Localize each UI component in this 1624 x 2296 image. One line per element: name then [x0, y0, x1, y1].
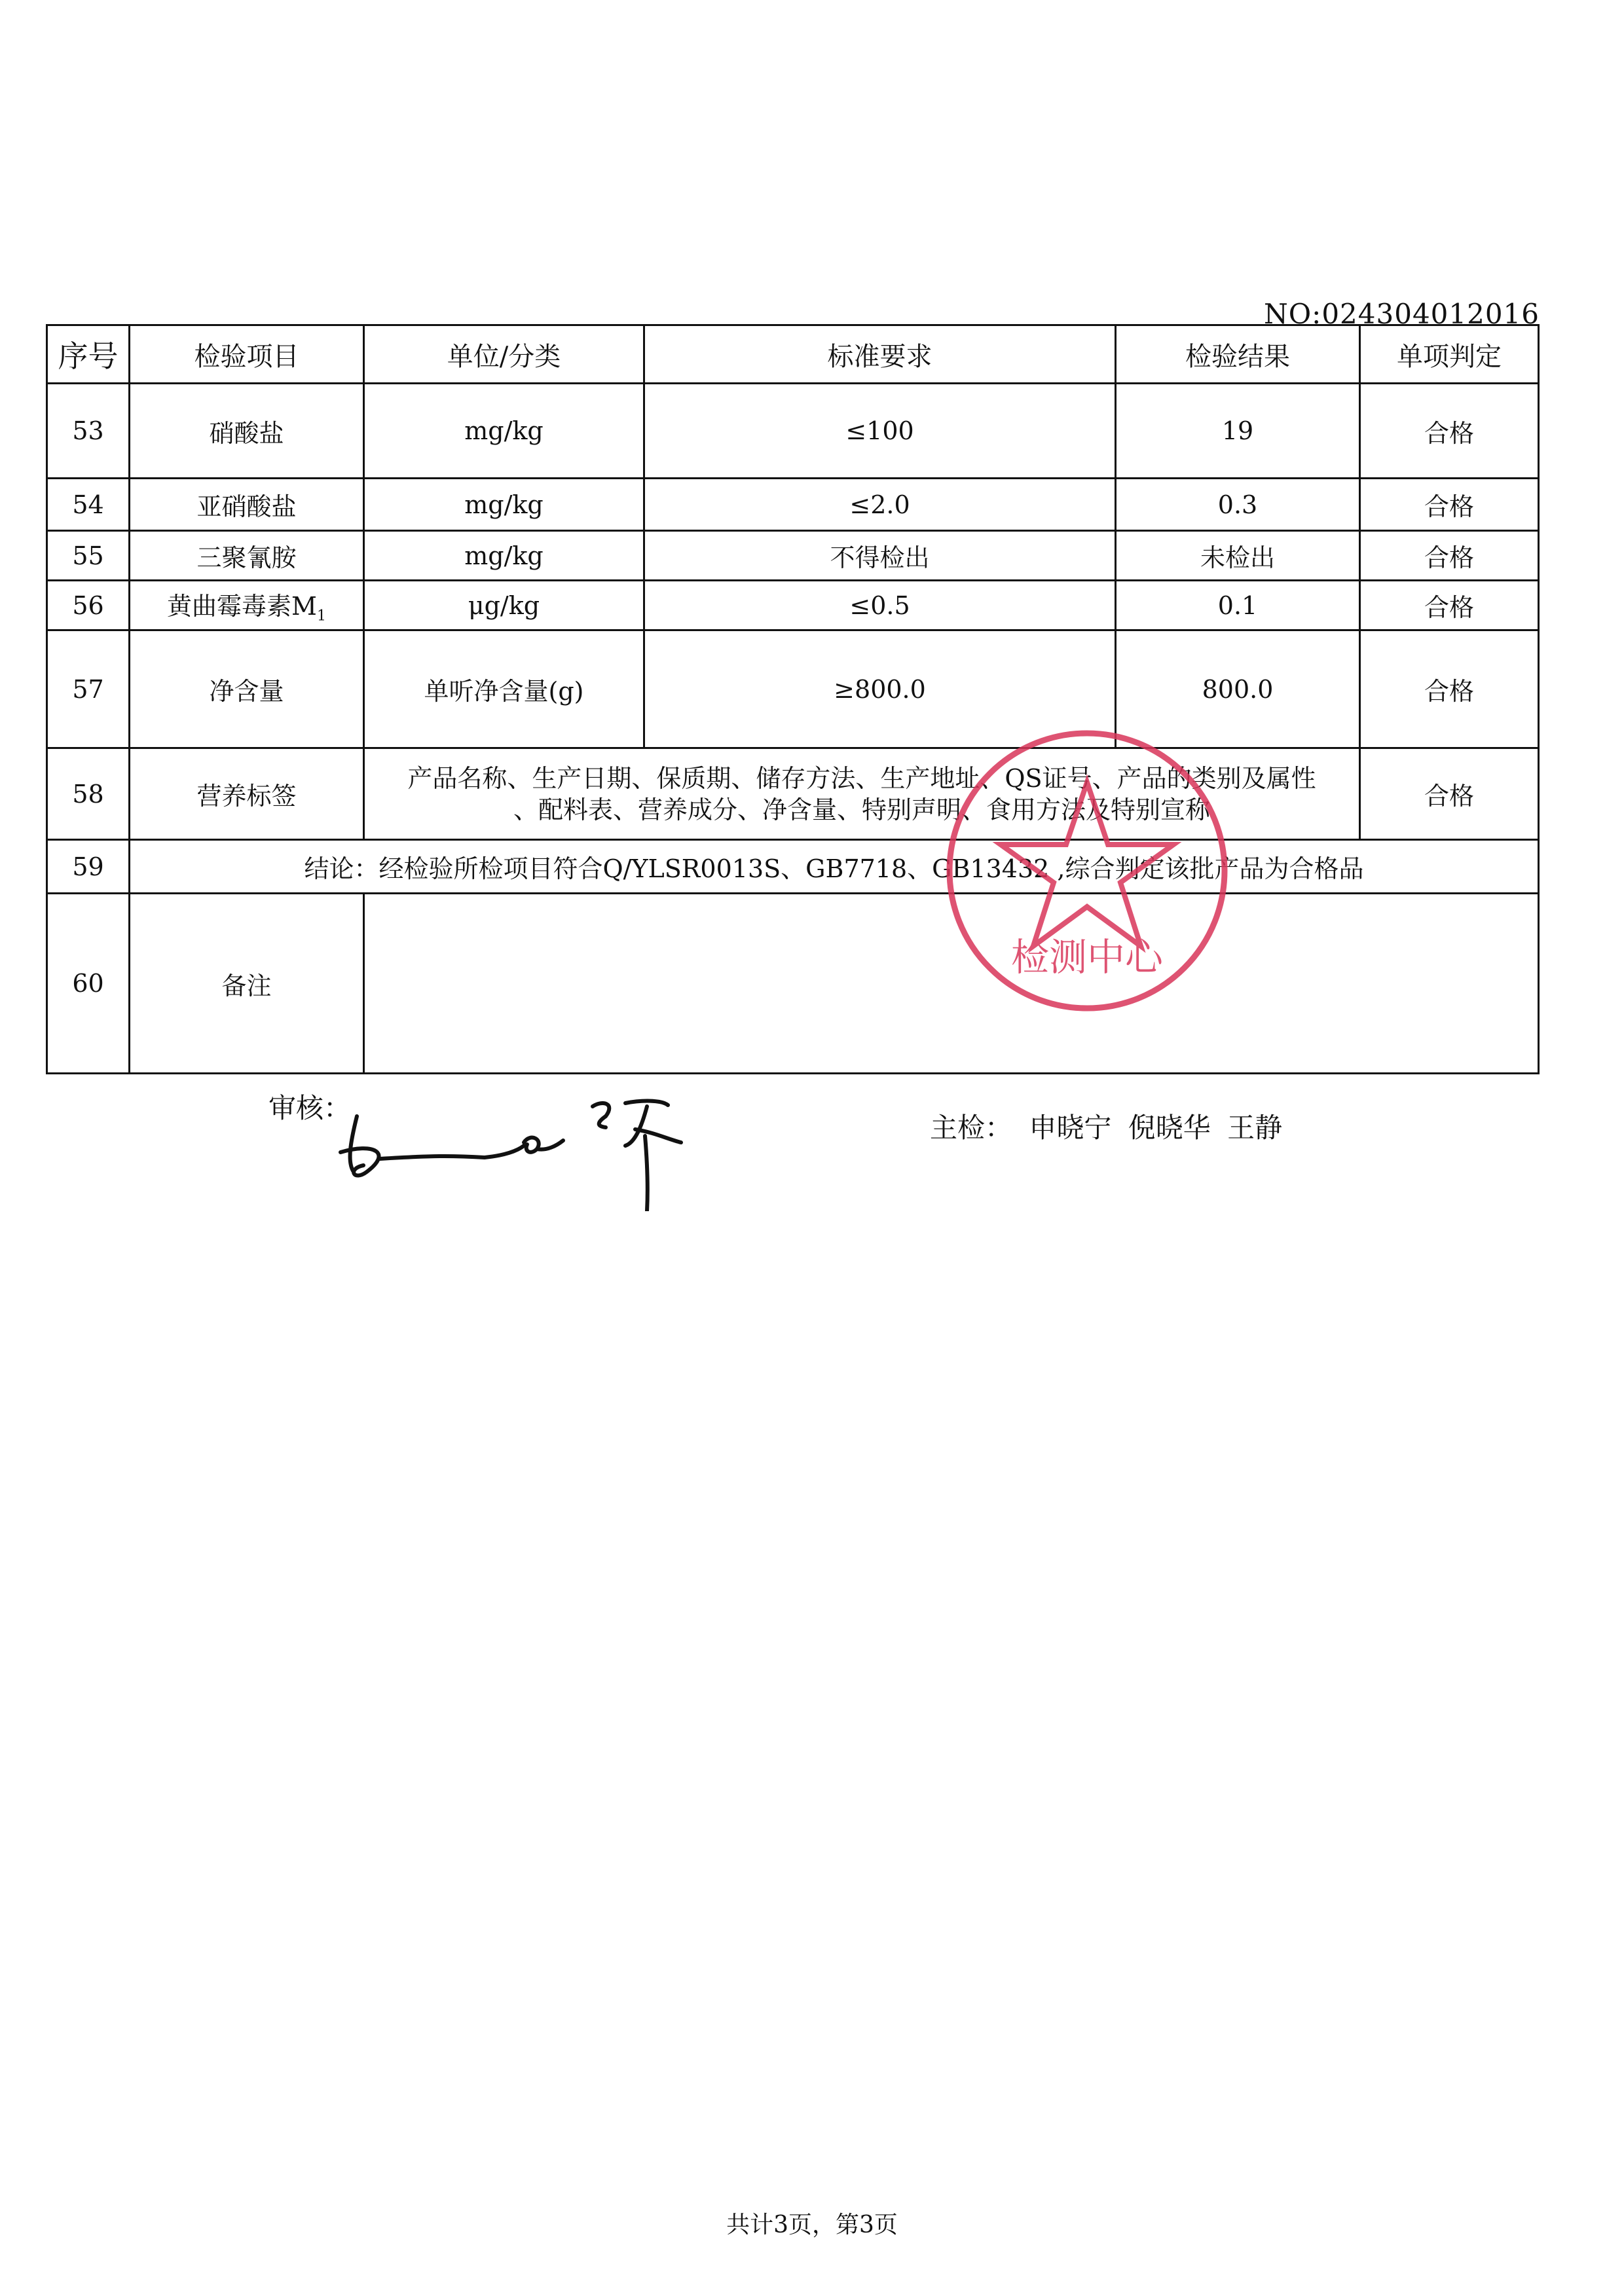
row-unit: 单听净含量(g) [364, 630, 644, 748]
inspector-name: 申晓宁 [1029, 1112, 1112, 1144]
conclusion-row [47, 840, 1539, 894]
row-requirement: ≤0.5 [644, 581, 1116, 630]
row-verdict: 合格 [1360, 581, 1539, 630]
conclusion-text: 结论：经检验所检项目符合Q/YLSR0013S、GB7718、GB13432 ,综合判定该批产品为合格品 [130, 840, 1539, 894]
row-item-subscript: 1 [316, 608, 326, 625]
table-row [47, 479, 1539, 531]
table-row [47, 531, 1539, 581]
table-header-row [47, 325, 1539, 384]
header-seq: 序号 [47, 325, 130, 384]
reviewer-signature [327, 1080, 694, 1211]
table-row [47, 581, 1539, 630]
row-unit: mg/kg [364, 531, 644, 581]
row-item: 净含量 [130, 630, 364, 748]
row-no: 57 [47, 630, 130, 748]
row-result: 0.1 [1116, 581, 1360, 630]
inspector-label: 主检： [930, 1112, 1013, 1144]
inspector-name: 王静 [1227, 1112, 1283, 1144]
row-no: 55 [47, 531, 130, 581]
header-unit: 单位/分类 [364, 325, 644, 384]
row-requirement: ≤2.0 [644, 479, 1116, 531]
header-item: 检验项目 [130, 325, 364, 384]
row-item-text: 黄曲霉毒素M [167, 592, 317, 621]
label-content-line-1: 产品名称、生产日期、保质期、储存方法、生产地址、QS证号、产品的类别及属性 [407, 763, 1316, 793]
row-unit: mg/kg [364, 384, 644, 479]
table-row [47, 630, 1539, 748]
row-item: 硝酸盐 [130, 384, 364, 479]
row-unit: mg/kg [364, 479, 644, 531]
review-label: 审核： [268, 1092, 352, 1124]
label-content-line-2: 、配料表、营养成分、净含量、特别声明、食用方法及特别宣称 [513, 795, 1210, 824]
inspector-name: 倪晓华 [1128, 1112, 1211, 1144]
row-no: 54 [47, 479, 130, 531]
inspectors-block [930, 1106, 1290, 1146]
row-unit: μg/kg [364, 581, 644, 630]
row-result: 800.0 [1116, 630, 1360, 748]
header-result: 检验结果 [1116, 325, 1360, 384]
row-no: 60 [47, 894, 130, 1074]
row-item: 亚硝酸盐 [130, 479, 364, 531]
row-result: 19 [1116, 384, 1360, 479]
page-footer: 共计3页，第3页 [726, 2212, 898, 2238]
row-verdict: 合格 [1360, 384, 1539, 479]
row-no: 56 [47, 581, 130, 630]
row-requirement: ≥800.0 [644, 630, 1116, 748]
row-item: 营养标签 [130, 748, 364, 840]
inspection-seal-stamp [936, 720, 1238, 1021]
stamp-text: 检测中心 [1010, 935, 1164, 979]
row-verdict: 合格 [1360, 630, 1539, 748]
report-number: NO:024304012016 [1264, 298, 1540, 330]
table-row [47, 384, 1539, 479]
row-verdict: 合格 [1360, 748, 1539, 840]
table-row [47, 748, 1539, 840]
row-no: 58 [47, 748, 130, 840]
row-verdict: 合格 [1360, 531, 1539, 581]
row-item [130, 581, 364, 630]
row-result: 未检出 [1116, 531, 1360, 581]
star-icon [1001, 782, 1173, 946]
header-verdict: 单项判定 [1360, 325, 1539, 384]
row-requirement: 不得检出 [644, 531, 1116, 581]
remarks-label: 备注 [130, 894, 364, 1074]
row-requirement: ≤100 [644, 384, 1116, 479]
row-result: 0.3 [1116, 479, 1360, 531]
inspection-results-table [46, 324, 1540, 1074]
row-verdict: 合格 [1360, 479, 1539, 531]
row-no: 53 [47, 384, 130, 479]
row-no: 59 [47, 840, 130, 894]
row-item: 三聚氰胺 [130, 531, 364, 581]
header-requirement: 标准要求 [644, 325, 1116, 384]
remarks-row [47, 894, 1539, 1074]
